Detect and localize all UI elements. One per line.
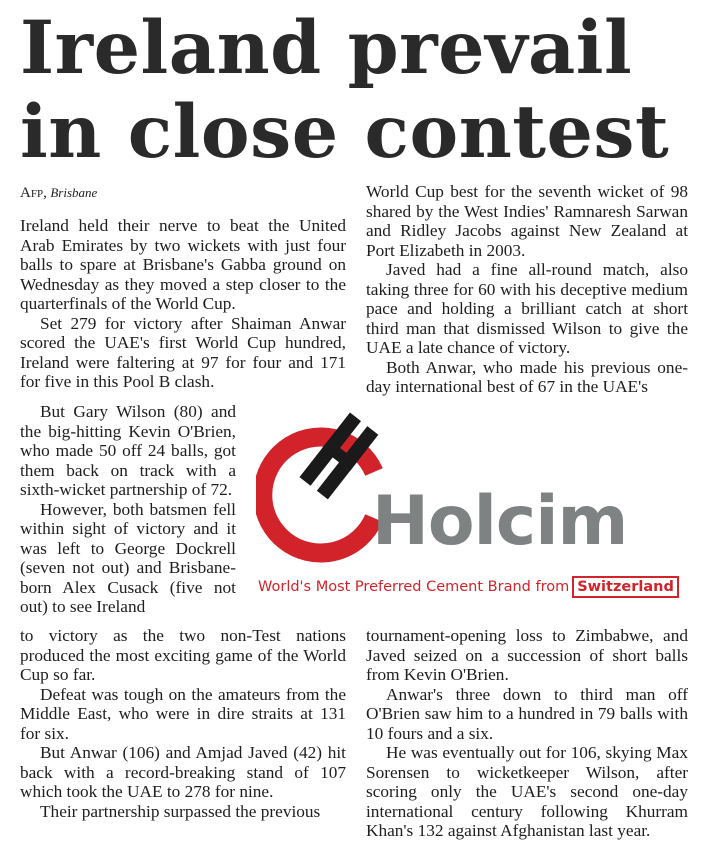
byline-source: Afp, — [20, 185, 47, 201]
byline-location: Brisbane — [50, 185, 98, 200]
article-column-1-wrap — [20, 402, 236, 617]
paragraph: Anwar's three down to third man off O'Brien saw him to a hundred in 79 balls with 10 fours and a six. — [366, 684, 688, 743]
paragraph: Their partnership surpassed the previous — [40, 801, 321, 821]
paragraph: World Cup best for the seventh wicket of 98 shared by the West Indies' Ramnaresh Sarwan and Ridley Jacobs against New Zealand at Port Elizabeth in 2003. — [366, 182, 688, 260]
paragraph: to victory as the two non-Test nations produced the most exciting game of the World Cup so far. — [20, 626, 346, 684]
brand-name: Holcim — [372, 482, 628, 561]
paragraph: He was eventually out for 106, skying Max Sorensen to wicketkeeper Wilson, after scoring only the UAE's second one-day international century following Khurram Khan's 132 against Afghanistan last year. — [366, 743, 688, 840]
tagline-text: World's Most Preferred Cement Brand from — [258, 579, 570, 595]
article-column-2-bottom — [366, 626, 688, 841]
ad-tagline — [258, 576, 679, 598]
paragraph: Ireland held their nerve to beat the United Arab Emirates by two wickets with just four balls to spare at Brisbane's Gabba ground on Wednesday as they moved a step closer to the quarterfinals of the World Cup. — [20, 216, 346, 313]
paragraph: Both Anwar, who made his previous one-day international best of 67 in the UAE's — [366, 357, 688, 396]
holcim-advertisement[interactable] — [256, 408, 696, 612]
article-column-1-top — [20, 216, 346, 392]
article-column-1-bottom — [20, 626, 346, 821]
paragraph: But Anwar (106) and Amjad Javed (42) hit back with a record-breaking stand of 107 which took the UAE to 278 for nine. — [20, 743, 346, 801]
byline — [20, 185, 97, 202]
paragraph: Javed had a fine all-round match, also taking three for 60 with his deceptive medium pace and holding a brilliant catch at short third man that dismissed Wilson to give the UAE a late chance of victory. — [366, 260, 688, 357]
paragraph: But Gary Wilson (80) and the big-hitting Kevin O'Brien, who made 50 off 24 balls, got them back on track with a sixth-wicket partnership of 72. — [20, 402, 236, 499]
paragraph: Set 279 for victory after Shaiman Anwar scored the UAE's first World Cup hundred, Ireland were faltering at 97 for four and 171 for five in this Pool B clash. — [20, 313, 346, 391]
article-column-2-top — [366, 182, 688, 397]
country-badge: Switzerland — [572, 576, 679, 598]
paragraph: Defeat was tough on the amateurs from the Middle East, who were in dire straits at 131 for six. — [20, 684, 346, 743]
paragraph: However, both batsmen fell within sight of victory and it was left to George Dockrell (seven not out) and Brisbane-born Alex Cusack (five not out) to see Ireland — [20, 499, 236, 616]
headline: Ireland prevail in close contest — [20, 5, 670, 175]
paragraph: tournament-opening loss to Zimbabwe, and Javed seized on a succession of short balls from Kevin O'Brien. — [366, 626, 688, 684]
